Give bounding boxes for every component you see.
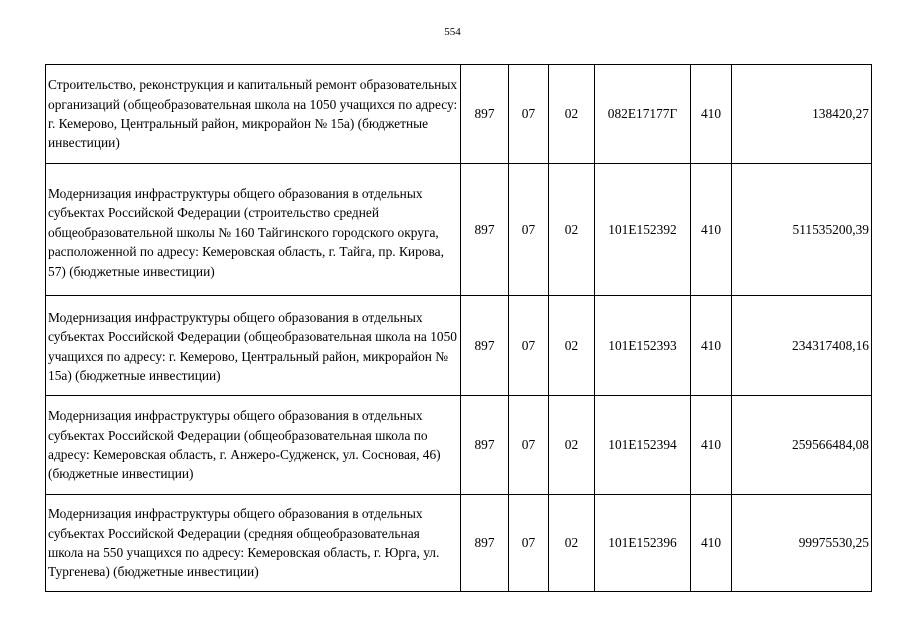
target-article-cell: 082E17177Г	[595, 65, 691, 164]
target-article-cell: 101E152393	[595, 296, 691, 396]
amount-cell: 511535200,39	[732, 164, 872, 296]
table-row	[46, 495, 872, 592]
target-article-cell: 101E152392	[595, 164, 691, 296]
budget-table	[45, 64, 872, 592]
table-row	[46, 396, 872, 495]
amount-cell: 99975530,25	[732, 495, 872, 592]
amount-cell: 138420,27	[732, 65, 872, 164]
subsection-code-cell: 02	[549, 495, 595, 592]
amount-cell: 259566484,08	[732, 396, 872, 495]
section-code-cell: 07	[509, 495, 549, 592]
ministry-code-cell: 897	[461, 396, 509, 495]
expense-type-cell: 410	[691, 296, 732, 396]
section-code-cell: 07	[509, 65, 549, 164]
expense-name-cell: Модернизация инфраструктуры общего образования в отдельных субъектах Российской Федерации (общеобразовательная школа на 1050 учащихся по адресу: г. Кемерово, Центральный район, микрорайон № 15а) (бюджетные инвестиции)	[46, 296, 461, 396]
target-article-cell: 101E152394	[595, 396, 691, 495]
section-code-cell: 07	[509, 164, 549, 296]
subsection-code-cell: 02	[549, 396, 595, 495]
target-article-cell: 101E152396	[595, 495, 691, 592]
ministry-code-cell: 897	[461, 495, 509, 592]
expense-name-cell: Модернизация инфраструктуры общего образования в отдельных субъектах Российской Федерации (строительство средней общеобразовательной школы № 160 Тайгинского городского округа, расположенной по адресу: Кемеровская область, г. Тайга, пр. Кирова, 57) (бюджетные инвестиции)	[46, 164, 461, 296]
page-number: 554	[444, 26, 461, 38]
expense-type-cell: 410	[691, 164, 732, 296]
table-row	[46, 296, 872, 396]
section-code-cell: 07	[509, 396, 549, 495]
ministry-code-cell: 897	[461, 65, 509, 164]
ministry-code-cell: 897	[461, 164, 509, 296]
subsection-code-cell: 02	[549, 65, 595, 164]
expense-type-cell: 410	[691, 495, 732, 592]
expense-name-cell: Модернизация инфраструктуры общего образования в отдельных субъектах Российской Федерации (средняя общеобразовательная школа на 550 учащихся по адресу: Кемеровская область, г. Юрга, ул. Тургенева) (бюджетные инвестиции)	[46, 495, 461, 592]
expense-type-cell: 410	[691, 396, 732, 495]
expense-name-cell: Строительство, реконструкция и капитальный ремонт образовательных организаций (общеобразовательная школа на 1050 учащихся по адресу: г. Кемерово, Центральный район, микрорайон № 15а) (бюджетные инвестиции)	[46, 65, 461, 164]
table-row	[46, 65, 872, 164]
ministry-code-cell: 897	[461, 296, 509, 396]
section-code-cell: 07	[509, 296, 549, 396]
table-row	[46, 164, 872, 296]
expense-type-cell: 410	[691, 65, 732, 164]
expense-name-cell: Модернизация инфраструктуры общего образования в отдельных субъектах Российской Федерации (общеобразовательная школа по адресу: Кемеровская область, г. Анжеро-Судженск, ул. Сосновая, 46) (бюджетные инвестиции)	[46, 396, 461, 495]
subsection-code-cell: 02	[549, 296, 595, 396]
amount-cell: 234317408,16	[732, 296, 872, 396]
subsection-code-cell: 02	[549, 164, 595, 296]
